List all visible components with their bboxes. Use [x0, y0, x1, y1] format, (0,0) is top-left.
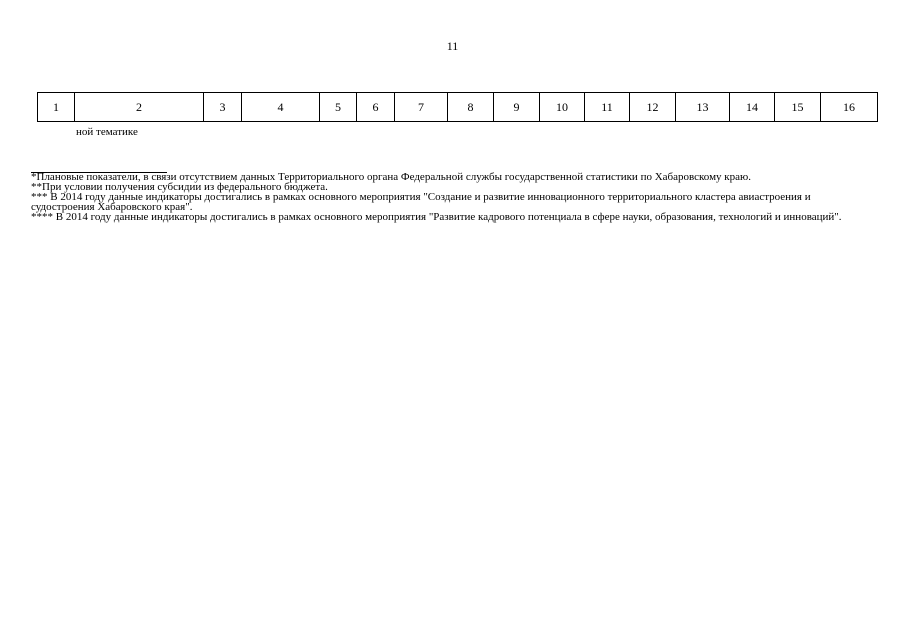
- column-number-cell: 15: [775, 93, 821, 122]
- column-number-table: [37, 92, 878, 122]
- column-number-cell: 9: [494, 93, 540, 122]
- footnotes: [31, 173, 871, 223]
- column-number-cell: 10: [540, 93, 585, 122]
- column-number-cell: 4: [242, 93, 320, 122]
- column-number-cell: 1: [38, 93, 75, 122]
- column-number-cell: 13: [676, 93, 730, 122]
- column-number-cell: 8: [448, 93, 494, 122]
- column-number-cell: 6: [357, 93, 395, 122]
- footnote-4: **** В 2014 году данные индикаторы достигались в рамках основного мероприятия "Развитие кадрового потенциала в сфере науки, образования, технологий и инноваций".: [31, 210, 842, 223]
- table-row: [38, 93, 878, 122]
- continuation-text: ной тематике: [76, 126, 138, 138]
- page-number: 11: [446, 39, 459, 53]
- footnote-2: **При условии получения субсидии из федерального бюджета.: [31, 181, 328, 194]
- column-number-cell: 7: [395, 93, 448, 122]
- column-number-cell: 3: [204, 93, 242, 122]
- column-number-cell: 11: [585, 93, 630, 122]
- column-number-cell: 2: [75, 93, 204, 122]
- footnote-3: *** В 2014 году данные индикаторы достигались в рамках основного мероприятия "Создание и развитие инновационного территориального кластера авиастроения и судостроения Хабаровского края".: [31, 191, 811, 213]
- column-number-cell: 5: [320, 93, 357, 122]
- footnote-1: *Плановые показатели, в связи отсутствием данных Территориального органа Федеральной службы государственной статистики по Хабаровскому краю.: [31, 171, 752, 183]
- column-number-cell: 14: [730, 93, 775, 122]
- column-number-cell: 12: [630, 93, 676, 122]
- column-number-cell: 16: [821, 93, 878, 122]
